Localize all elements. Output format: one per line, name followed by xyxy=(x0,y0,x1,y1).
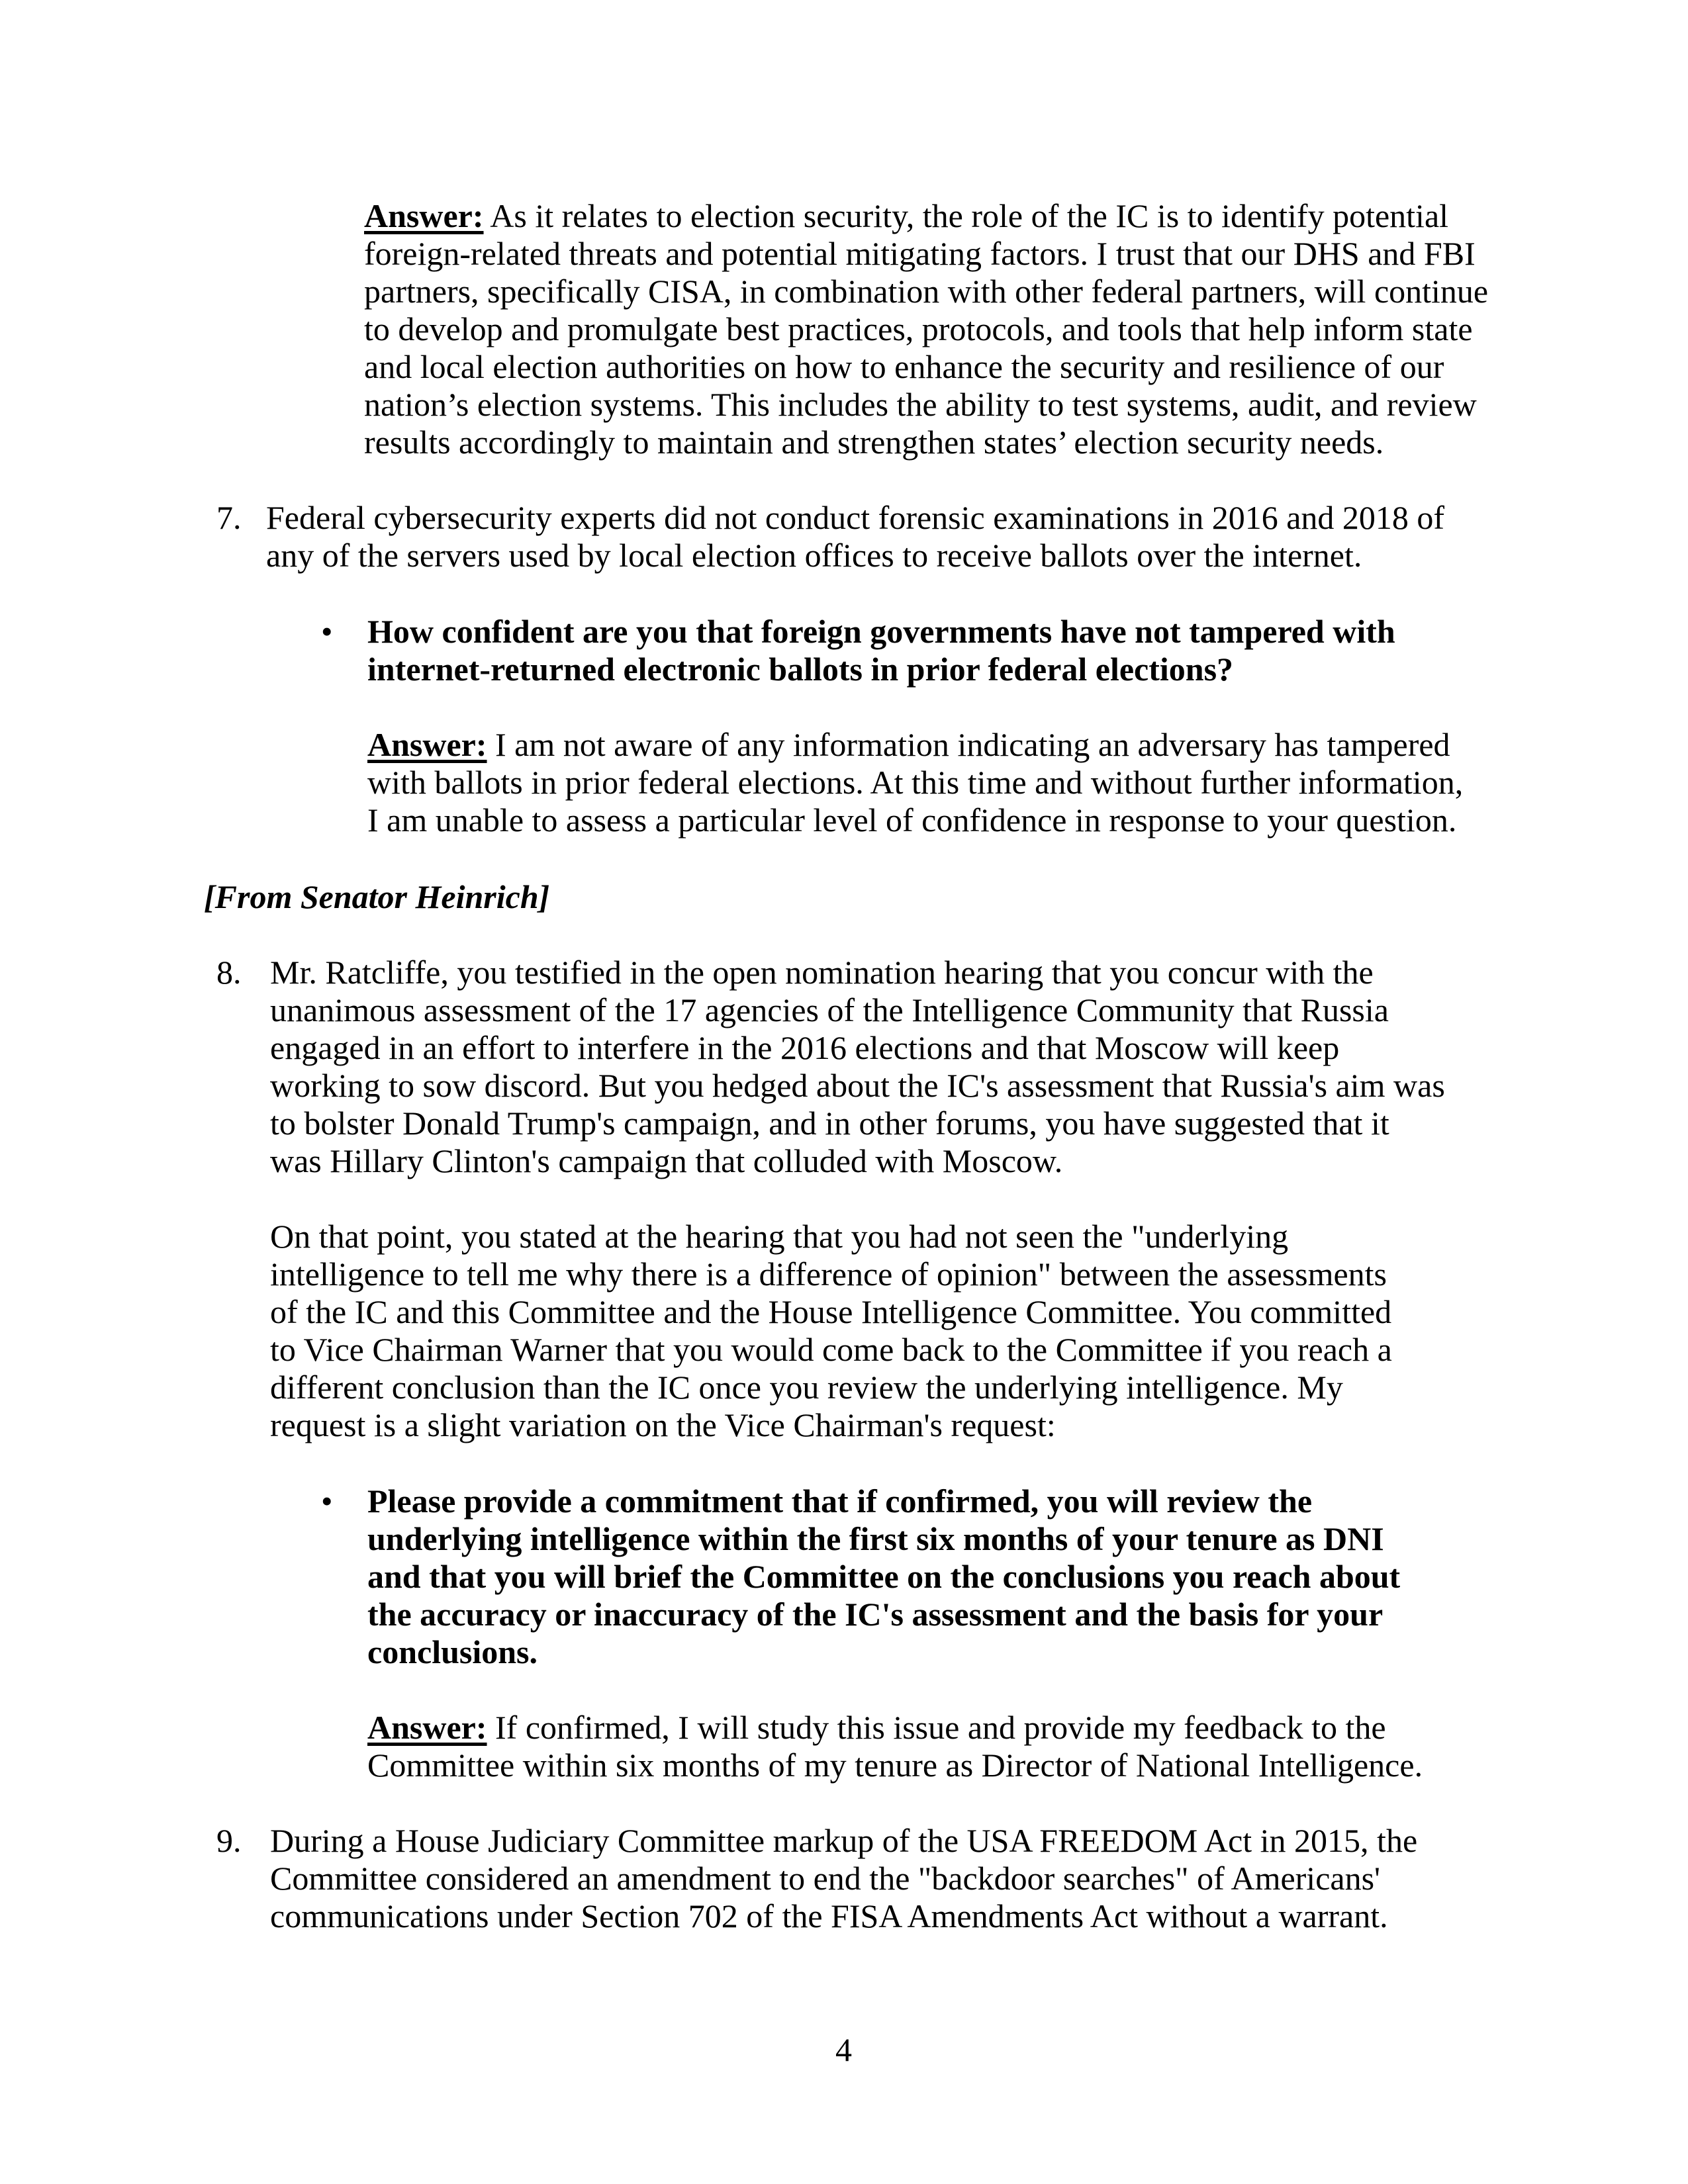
sub-question-line: conclusions. xyxy=(367,1633,538,1670)
question-line: Mr. Ratcliffe, you testified in the open nomination hearing that you concur with the xyxy=(270,954,1374,991)
question-line: working to sow discord. But you hedged about the IC's assessment that Russia's aim was xyxy=(270,1067,1445,1104)
answer-line: Answer: If confirmed, I will study this issue and provide my feedback to the xyxy=(367,1709,1386,1746)
question-line: Federal cybersecurity experts did not conduct forensic examinations in 2016 and 2018 of xyxy=(266,499,1445,536)
answer-line: to develop and promulgate best practices, protocols, and tools that help inform state xyxy=(364,310,1473,347)
question-line: different conclusion than the IC once you review the underlying intelligence. My xyxy=(270,1369,1343,1406)
answer-line: Answer: As it relates to election security, the role of the IC is to identify potential xyxy=(364,197,1449,234)
bullet-icon: • xyxy=(321,1482,333,1520)
question-number: 7. xyxy=(216,499,242,536)
question-line: During a House Judiciary Committee markup of the USA FREEDOM Act in 2015, the xyxy=(270,1822,1418,1859)
answer-line: partners, specifically CISA, in combination with other federal partners, will continue xyxy=(364,273,1489,310)
answer-label: Answer: xyxy=(367,1709,487,1746)
question-line: unanimous assessment of the 17 agencies of the Intelligence Community that Russia xyxy=(270,991,1389,1028)
question-number: 9. xyxy=(216,1822,242,1859)
question-line: to bolster Donald Trump's campaign, and in other forums, you have suggested that it xyxy=(270,1105,1389,1142)
answer-label: Answer: xyxy=(364,197,484,234)
question-line: of the IC and this Committee and the House Intelligence Committee. You committed xyxy=(270,1293,1392,1330)
answer-line: results accordingly to maintain and strengthen states’ election security needs. xyxy=(364,424,1384,461)
answer-line: with ballots in prior federal elections. At this time and without further information, xyxy=(367,764,1464,801)
question-line: to Vice Chairman Warner that you would come back to the Committee if you reach a xyxy=(270,1331,1392,1368)
answer-line: Answer: I am not aware of any information indicating an adversary has tampered xyxy=(367,726,1450,763)
page-number: 4 xyxy=(835,2031,852,2068)
answer-line: and local election authorities on how to enhance the security and resilience of our xyxy=(364,348,1444,385)
answer-line: nation’s election systems. This includes the ability to test systems, audit, and review xyxy=(364,386,1477,423)
sub-question-line: internet-returned electronic ballots in prior federal elections? xyxy=(367,651,1234,688)
answer-line: Committee within six months of my tenure as Director of National Intelligence. xyxy=(367,1747,1423,1784)
question-line: request is a slight variation on the Vice Chairman's request: xyxy=(270,1406,1056,1443)
sub-question-line: and that you will brief the Committee on the conclusions you reach about xyxy=(367,1558,1401,1595)
section-heading: [From Senator Heinrich] xyxy=(204,878,550,915)
question-line: On that point, you stated at the hearing that you had not seen the "underlying xyxy=(270,1218,1289,1255)
question-line: any of the servers used by local election offices to receive ballots over the internet. xyxy=(266,537,1362,574)
sub-question-line: the accuracy or inaccuracy of the IC's assessment and the basis for your xyxy=(367,1596,1383,1633)
question-number: 8. xyxy=(216,954,242,991)
bullet-icon: • xyxy=(321,613,333,650)
sub-question-line: Please provide a commitment that if confirmed, you will review the xyxy=(367,1482,1313,1520)
question-line: intelligence to tell me why there is a difference of opinion" between the assessments xyxy=(270,1255,1387,1293)
answer-label: Answer: xyxy=(367,726,487,763)
question-line: engaged in an effort to interfere in the 2016 elections and that Moscow will keep xyxy=(270,1029,1340,1066)
answer-line: I am unable to assess a particular level of confidence in response to your question. xyxy=(367,801,1457,839)
question-line: communications under Section 702 of the FISA Amendments Act without a warrant. xyxy=(270,1897,1388,1934)
question-line: was Hillary Clinton's campaign that colluded with Moscow. xyxy=(270,1142,1063,1179)
question-line: Committee considered an amendment to end the "backdoor searches" of Americans' xyxy=(270,1860,1381,1897)
sub-question-line: underlying intelligence within the first six months of your tenure as DNI xyxy=(367,1520,1384,1557)
answer-line: foreign-related threats and potential mitigating factors. I trust that our DHS and FBI xyxy=(364,235,1476,272)
sub-question-line: How confident are you that foreign governments have not tampered with xyxy=(367,613,1395,650)
